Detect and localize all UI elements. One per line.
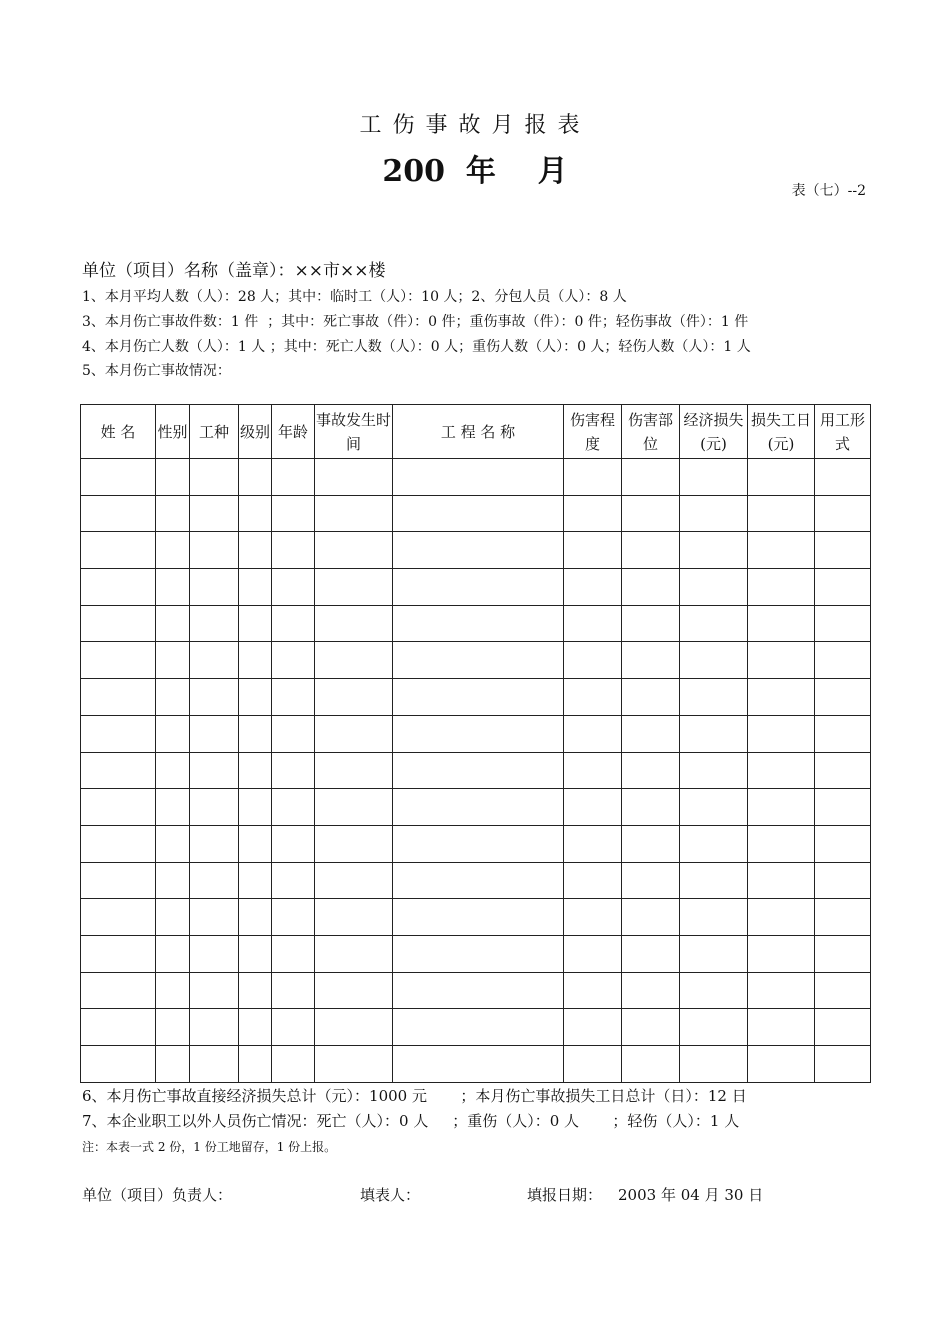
table-cell xyxy=(81,642,156,679)
table-cell xyxy=(680,825,748,862)
table-cell xyxy=(748,935,815,972)
table-cell xyxy=(239,459,272,496)
table-cell xyxy=(81,752,156,789)
table-cell xyxy=(81,935,156,972)
col-header-level: 级别 xyxy=(239,405,272,459)
table-cell xyxy=(315,642,393,679)
table-cell xyxy=(680,495,748,532)
table-cell xyxy=(315,972,393,1009)
table-cell xyxy=(315,825,393,862)
table-cell xyxy=(272,899,315,936)
table-cell xyxy=(272,569,315,606)
table-cell xyxy=(156,679,190,716)
table-cell xyxy=(190,1046,239,1083)
stat-line-4: 4、本月伤亡人数（人）：1 人 ；其中：死亡人数（人）：0 人；重伤人数（人）：0 人；轻伤人数（人）：1 人 xyxy=(82,339,751,355)
col-header-employment-type: 用工形式 xyxy=(815,405,871,459)
table-cell xyxy=(190,605,239,642)
table-cell xyxy=(81,605,156,642)
table-cell xyxy=(239,789,272,826)
table-cell xyxy=(239,825,272,862)
table-cell xyxy=(190,679,239,716)
table-cell xyxy=(190,935,239,972)
table-cell xyxy=(393,642,564,679)
table-cell xyxy=(239,495,272,532)
table-cell xyxy=(622,862,680,899)
table-cell xyxy=(239,715,272,752)
table-cell xyxy=(564,899,622,936)
table-cell xyxy=(393,1009,564,1046)
table-cell xyxy=(239,862,272,899)
col-header-injury-degree: 伤害程度 xyxy=(564,405,622,459)
table-cell xyxy=(393,605,564,642)
table-cell xyxy=(272,1009,315,1046)
col-header-age: 年龄 xyxy=(272,405,315,459)
col-header-lost-workdays: 损失工日(元) xyxy=(748,405,815,459)
table-cell xyxy=(564,532,622,569)
table-cell xyxy=(272,459,315,496)
table-cell xyxy=(815,495,871,532)
table-cell xyxy=(272,972,315,1009)
table-cell xyxy=(622,972,680,1009)
table-cell xyxy=(81,899,156,936)
table-cell xyxy=(622,789,680,826)
table-row xyxy=(81,752,871,789)
table-cell xyxy=(239,899,272,936)
signature-responsible: 单位（项目）负责人： xyxy=(82,1186,233,1204)
table-cell xyxy=(315,1046,393,1083)
table-cell xyxy=(680,1046,748,1083)
col-header-injury-part: 伤害部位 xyxy=(622,405,680,459)
table-cell xyxy=(156,532,190,569)
table-cell xyxy=(622,715,680,752)
table-cell xyxy=(815,972,871,1009)
table-row xyxy=(81,715,871,752)
table-body xyxy=(81,459,871,1083)
table-cell xyxy=(239,1009,272,1046)
table-cell xyxy=(564,1009,622,1046)
table-row xyxy=(81,972,871,1009)
footer-line-7: 7、本企业职工以外人员伤亡情况：死亡（人）：0 人 ；重伤（人）：0 人 ；轻伤（人）：1 人 xyxy=(82,1112,740,1130)
table-cell xyxy=(156,972,190,1009)
table-cell xyxy=(272,715,315,752)
stat-line-5: 5、本月伤亡事故情况： xyxy=(82,363,231,379)
table-cell xyxy=(272,825,315,862)
table-cell xyxy=(748,789,815,826)
table-cell xyxy=(622,899,680,936)
report-period: 200 年 月 xyxy=(382,154,568,189)
col-header-trade: 工种 xyxy=(190,405,239,459)
table-cell xyxy=(315,789,393,826)
table-cell xyxy=(748,532,815,569)
table-cell xyxy=(272,495,315,532)
table-cell xyxy=(156,899,190,936)
table-cell xyxy=(815,825,871,862)
table-cell xyxy=(81,862,156,899)
table-cell xyxy=(315,935,393,972)
table-row xyxy=(81,935,871,972)
col-header-economic-loss: 经济损失(元) xyxy=(680,405,748,459)
table-cell xyxy=(81,789,156,826)
table-cell xyxy=(815,899,871,936)
table-cell xyxy=(680,935,748,972)
table-cell xyxy=(190,972,239,1009)
table-cell xyxy=(81,715,156,752)
table-cell xyxy=(156,715,190,752)
table-cell xyxy=(272,679,315,716)
table-cell xyxy=(815,862,871,899)
table-cell xyxy=(239,569,272,606)
fill-date-value: 2003 年 04 月 30 日 xyxy=(618,1186,764,1204)
table-cell xyxy=(81,532,156,569)
table-row xyxy=(81,642,871,679)
table-cell xyxy=(815,789,871,826)
table-cell xyxy=(190,532,239,569)
table-cell xyxy=(564,862,622,899)
table-cell xyxy=(190,825,239,862)
fill-date-label: 填报日期： xyxy=(527,1186,603,1204)
table-cell xyxy=(815,642,871,679)
table-cell xyxy=(156,825,190,862)
table-cell xyxy=(680,715,748,752)
table-cell xyxy=(393,789,564,826)
table-cell xyxy=(272,935,315,972)
table-cell xyxy=(190,569,239,606)
table-cell xyxy=(239,752,272,789)
table-cell xyxy=(156,752,190,789)
table-cell xyxy=(564,935,622,972)
table-cell xyxy=(815,715,871,752)
table-cell xyxy=(564,715,622,752)
table-header-row xyxy=(81,405,871,459)
table-row xyxy=(81,569,871,606)
table-cell xyxy=(622,459,680,496)
col-header-name: 姓 名 xyxy=(81,405,156,459)
table-cell xyxy=(680,605,748,642)
table-cell xyxy=(748,972,815,1009)
table-cell xyxy=(239,605,272,642)
table-cell xyxy=(156,569,190,606)
table-cell xyxy=(315,752,393,789)
table-cell xyxy=(81,972,156,1009)
table-cell xyxy=(81,679,156,716)
table-cell xyxy=(190,1009,239,1046)
table-cell xyxy=(815,532,871,569)
table-cell xyxy=(815,459,871,496)
table-cell xyxy=(815,679,871,716)
table-cell xyxy=(190,495,239,532)
table-cell xyxy=(272,752,315,789)
table-cell xyxy=(680,862,748,899)
table-cell xyxy=(748,679,815,716)
table-cell xyxy=(815,1009,871,1046)
casualty-table xyxy=(80,404,871,1083)
table-row xyxy=(81,1009,871,1046)
footer-line-6: 6、本月伤亡事故直接经济损失总计（元）：1000 元 ；本月伤亡事故损失工日总计（日）：12 日 xyxy=(82,1087,747,1105)
report-title: 工伤事故月报表 xyxy=(359,113,591,138)
table-cell xyxy=(190,715,239,752)
table-cell xyxy=(680,1009,748,1046)
table-cell xyxy=(272,642,315,679)
table-cell xyxy=(748,899,815,936)
table-cell xyxy=(748,642,815,679)
table-cell xyxy=(315,495,393,532)
table-cell xyxy=(81,495,156,532)
table-row xyxy=(81,825,871,862)
table-cell xyxy=(315,532,393,569)
table-cell xyxy=(315,569,393,606)
table-cell xyxy=(393,459,564,496)
table-row xyxy=(81,789,871,826)
table-cell xyxy=(564,642,622,679)
table-cell xyxy=(190,862,239,899)
signature-filler: 填表人： xyxy=(360,1186,421,1204)
table-row xyxy=(81,605,871,642)
table-cell xyxy=(156,862,190,899)
table-cell xyxy=(190,642,239,679)
table-cell xyxy=(315,899,393,936)
table-cell xyxy=(156,789,190,826)
table-cell xyxy=(622,679,680,716)
table-cell xyxy=(622,605,680,642)
form-code: 表（七）--2 xyxy=(791,183,866,199)
table-row xyxy=(81,899,871,936)
stat-line-3: 3、本月伤亡事故件数：1 件 ；其中：死亡事故（件）：0 件；重伤事故（件）：0 件；轻伤事故（件）：1 件 xyxy=(82,314,749,330)
table-cell xyxy=(272,605,315,642)
table-cell xyxy=(564,752,622,789)
table-cell xyxy=(748,459,815,496)
table-cell xyxy=(564,605,622,642)
table-cell xyxy=(815,1046,871,1083)
table-cell xyxy=(156,935,190,972)
table-cell xyxy=(393,569,564,606)
table-cell xyxy=(393,679,564,716)
table-cell xyxy=(680,789,748,826)
col-header-accident-time: 事故发生时间 xyxy=(315,405,393,459)
table-cell xyxy=(156,459,190,496)
table-cell xyxy=(680,899,748,936)
table-cell xyxy=(81,1046,156,1083)
table-cell xyxy=(680,972,748,1009)
table-cell xyxy=(239,1046,272,1083)
table-cell xyxy=(393,972,564,1009)
table-cell xyxy=(748,605,815,642)
table-cell xyxy=(564,825,622,862)
table-cell xyxy=(680,752,748,789)
table-cell xyxy=(564,972,622,1009)
table-cell xyxy=(315,679,393,716)
table-cell xyxy=(748,569,815,606)
table-cell xyxy=(239,532,272,569)
table-row xyxy=(81,862,871,899)
table-cell xyxy=(272,789,315,826)
table-cell xyxy=(190,789,239,826)
table-cell xyxy=(393,752,564,789)
table-cell xyxy=(272,1046,315,1083)
table-cell xyxy=(748,752,815,789)
table-cell xyxy=(81,825,156,862)
table-cell xyxy=(156,1046,190,1083)
table-cell xyxy=(190,752,239,789)
table-row xyxy=(81,459,871,496)
table-row xyxy=(81,532,871,569)
table-cell xyxy=(315,459,393,496)
table-cell xyxy=(272,532,315,569)
table-cell xyxy=(393,532,564,569)
table-row xyxy=(81,1046,871,1083)
table-cell xyxy=(156,495,190,532)
table-cell xyxy=(622,1046,680,1083)
table-cell xyxy=(81,569,156,606)
table-cell xyxy=(622,495,680,532)
table-cell xyxy=(622,569,680,606)
table-cell xyxy=(622,532,680,569)
table-cell xyxy=(622,935,680,972)
table-cell xyxy=(564,789,622,826)
table-row xyxy=(81,679,871,716)
table-cell xyxy=(156,605,190,642)
col-header-gender: 性别 xyxy=(156,405,190,459)
table-cell xyxy=(564,679,622,716)
table-cell xyxy=(622,1009,680,1046)
table-cell xyxy=(393,1046,564,1083)
unit-name-line: 单位（项目）名称（盖章）：××市××楼 xyxy=(82,261,386,281)
table-cell xyxy=(815,935,871,972)
table-cell xyxy=(315,605,393,642)
table-cell xyxy=(393,715,564,752)
table-cell xyxy=(748,825,815,862)
table-cell xyxy=(315,715,393,752)
table-cell xyxy=(315,1009,393,1046)
table-cell xyxy=(239,935,272,972)
table-cell xyxy=(564,495,622,532)
table-cell xyxy=(748,495,815,532)
table-cell xyxy=(393,862,564,899)
table-cell xyxy=(81,459,156,496)
table-cell xyxy=(190,459,239,496)
table-cell xyxy=(680,569,748,606)
table-cell xyxy=(748,862,815,899)
table-cell xyxy=(815,752,871,789)
table-cell xyxy=(564,569,622,606)
table-cell xyxy=(622,825,680,862)
table-cell xyxy=(815,605,871,642)
col-header-project-name: 工 程 名 称 xyxy=(393,405,564,459)
table-cell xyxy=(680,459,748,496)
table-cell xyxy=(622,752,680,789)
table-cell xyxy=(239,972,272,1009)
table-cell xyxy=(393,825,564,862)
table-cell xyxy=(393,495,564,532)
table-cell xyxy=(239,679,272,716)
table-cell xyxy=(748,1009,815,1046)
table-cell xyxy=(156,1009,190,1046)
table-cell xyxy=(748,715,815,752)
table-cell xyxy=(622,642,680,679)
table-row xyxy=(81,495,871,532)
table-cell xyxy=(680,679,748,716)
table-cell xyxy=(680,532,748,569)
table-cell xyxy=(239,642,272,679)
footer-note: 注：本表一式 2 份，1 份工地留存，1 份上报。 xyxy=(82,1140,337,1154)
table-cell xyxy=(81,1009,156,1046)
table-cell xyxy=(315,862,393,899)
table-cell xyxy=(564,459,622,496)
table-cell xyxy=(680,642,748,679)
table-cell xyxy=(156,642,190,679)
table-cell xyxy=(272,862,315,899)
table-cell xyxy=(393,935,564,972)
table-cell xyxy=(393,899,564,936)
table-cell xyxy=(190,899,239,936)
table-cell xyxy=(748,1046,815,1083)
table-cell xyxy=(564,1046,622,1083)
table-cell xyxy=(815,569,871,606)
stat-line-1: 1、本月平均人数（人）：28 人；其中：临时工（人）：10 人；2、分包人员（人）：8 人 xyxy=(82,289,627,305)
